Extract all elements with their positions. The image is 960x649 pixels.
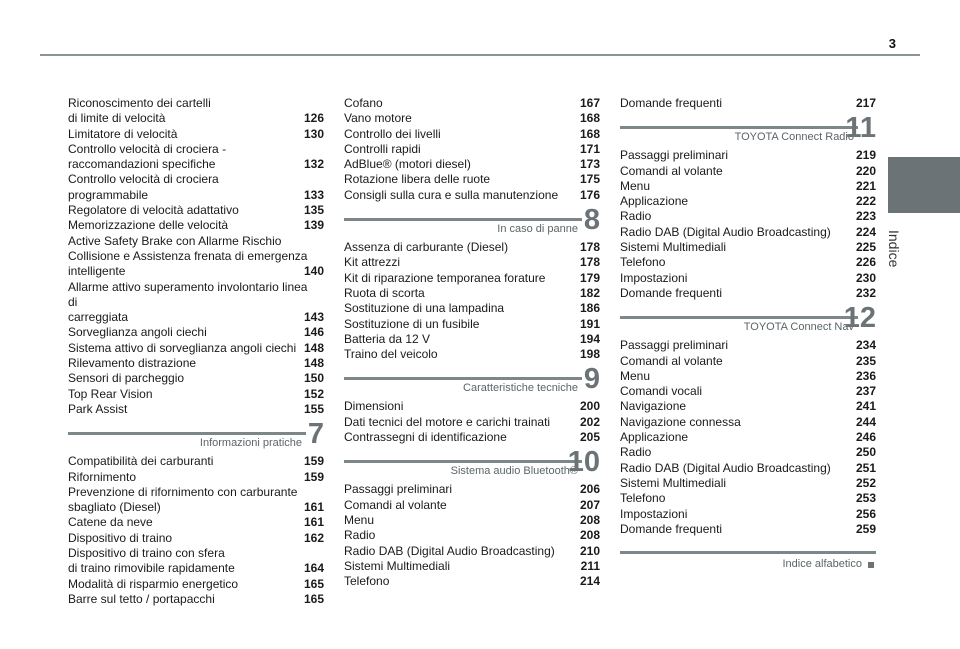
toc-entry-text: Sensori di parcheggio — [68, 371, 185, 386]
toc-entry-text: Passaggi preliminari — [620, 338, 729, 353]
toc-entry[interactable] — [68, 500, 324, 515]
toc-entry-page: 165 — [303, 591, 324, 606]
toc-list — [620, 148, 876, 301]
toc-entry-text: Impostazioni — [620, 270, 688, 285]
toc-entry-text: Comandi vocali — [620, 384, 703, 399]
toc-list — [68, 96, 324, 417]
toc-entry[interactable] — [68, 531, 324, 546]
toc-entry-text: Memorizzazione delle velocità — [68, 218, 229, 233]
toc-entry-text: Sorveglianza angoli ciechi — [68, 325, 207, 340]
toc-entry-text: Contrassegni di identificazione — [344, 430, 507, 445]
toc-entry-text: Rotazione libera delle ruote — [344, 172, 491, 187]
toc-entry-text: Catene da neve — [68, 515, 153, 530]
toc-entry[interactable] — [344, 142, 600, 157]
toc-entry-text: Radio DAB (Digital Audio Broadcasting) — [344, 543, 555, 558]
toc-entry-text: Controllo velocità di crociera — [68, 172, 219, 187]
toc-entry[interactable] — [68, 157, 324, 172]
toc-entry-text: AdBlue® (motori diesel) — [344, 157, 471, 172]
toc-entry-text: raccomandazioni specifiche — [68, 157, 216, 172]
toc-entry[interactable] — [344, 430, 600, 445]
section-header-7 — [68, 420, 324, 454]
section-rule — [620, 316, 858, 319]
toc-entry-text: Controlli rapidi — [344, 141, 421, 156]
toc-entry[interactable] — [344, 544, 600, 559]
section-rule — [344, 460, 582, 463]
toc-entry-text: Allarme attivo superamento involontario linea di — [68, 279, 308, 309]
section-title[interactable]: Sistema audio Bluetooth® — [450, 465, 578, 478]
section-rule — [620, 551, 876, 554]
toc-entry-page: 165 — [303, 576, 324, 591]
toc-entry — [68, 546, 324, 561]
toc-entry-page: 168 — [579, 126, 600, 141]
toc-entry-page: 237 — [855, 384, 876, 399]
toc-entry-page: 232 — [855, 285, 876, 300]
toc-entry[interactable] — [620, 209, 876, 224]
toc-entry-text: Radio — [344, 528, 376, 543]
toc-entry-text: Dispositivo di traino con sfera — [68, 546, 225, 561]
toc-entry[interactable] — [620, 164, 876, 179]
section-header-10 — [344, 448, 600, 482]
section-header-index — [620, 543, 876, 573]
toc-entry-text: Menu — [344, 512, 375, 527]
toc-entry[interactable] — [620, 271, 876, 286]
section-rule — [68, 432, 306, 435]
toc-entry[interactable] — [344, 96, 600, 111]
toc-entry-page: 176 — [579, 187, 600, 202]
toc-entry[interactable] — [620, 286, 876, 301]
toc-entry-page: 186 — [579, 301, 600, 316]
toc-entry[interactable] — [68, 402, 324, 417]
toc-entry[interactable] — [344, 482, 600, 497]
toc-entry-page: 135 — [303, 203, 324, 218]
section-title[interactable]: TOYOTA Connect Radio — [734, 131, 854, 144]
toc-entry[interactable] — [68, 561, 324, 576]
toc-entry-text: Dimensioni — [344, 399, 404, 414]
toc-entry-page: 133 — [303, 187, 324, 202]
toc-column-1 — [68, 96, 324, 607]
toc-entry[interactable] — [68, 470, 324, 485]
toc-entry[interactable] — [344, 559, 600, 574]
toc-entry-text: Menu — [620, 178, 651, 193]
toc-entry-page: 207 — [579, 497, 600, 512]
toc-entry[interactable] — [68, 371, 324, 386]
toc-entry-page: 224 — [855, 224, 876, 239]
toc-entry[interactable] — [68, 127, 324, 142]
toc-entry-page: 161 — [303, 500, 324, 515]
toc-entry-text: Vano motore — [344, 111, 412, 126]
toc-entry[interactable] — [344, 528, 600, 543]
toc-entry-page: 220 — [855, 163, 876, 178]
toc-entry-page: 221 — [855, 178, 876, 193]
toc-entry-page: 205 — [579, 430, 600, 445]
toc-entry-page: 140 — [303, 264, 324, 279]
toc-entry-text: Sistemi Multimediali — [344, 558, 451, 573]
toc-entry-page: 139 — [303, 218, 324, 233]
toc-entry-text: intelligente — [68, 264, 126, 279]
toc-entry-page: 168 — [579, 111, 600, 126]
toc-entry-page: 171 — [579, 141, 600, 156]
toc-entry-text: Collisione e Assistenza frenata di emergenza — [68, 248, 308, 263]
toc-entry-page: 234 — [855, 338, 876, 353]
toc-entry-text: programmabile — [68, 187, 149, 202]
toc-entry[interactable] — [620, 96, 876, 111]
toc-entry-page: 198 — [579, 347, 600, 362]
toc-entry[interactable] — [620, 507, 876, 522]
section-number: 12 — [843, 302, 876, 335]
section-title[interactable]: In caso di panne — [497, 223, 578, 236]
toc-entry[interactable] — [620, 415, 876, 430]
toc-entry-text: Active Safety Brake con Allarme Rischio — [68, 233, 282, 248]
toc-entry-page: 241 — [855, 399, 876, 414]
toc-entry-page: 253 — [855, 491, 876, 506]
toc-list — [68, 454, 324, 607]
toc-entry-page: 208 — [579, 528, 600, 543]
toc-entry-text: Sostituzione di un fusibile — [344, 316, 480, 331]
toc-entry-text: Dispositivo di traino — [68, 530, 173, 545]
toc-list — [620, 338, 876, 537]
toc-entry-text: Comandi al volante — [344, 497, 447, 512]
toc-entry-text: Consigli sulla cura e sulla manutenzione — [344, 187, 559, 202]
toc-entry[interactable] — [344, 415, 600, 430]
toc-entry-text: Telefono — [620, 255, 666, 270]
toc-entry-page: 250 — [855, 445, 876, 460]
toc-entry[interactable] — [68, 188, 324, 203]
square-bullet-icon — [868, 562, 874, 568]
toc-entry-page: 211 — [580, 558, 600, 573]
toc-entry[interactable] — [68, 203, 324, 218]
section-number: 7 — [307, 418, 324, 451]
toc-entry-page: 217 — [855, 96, 876, 110]
toc-entry-text: Modalità di risparmio energetico — [68, 576, 239, 591]
toc-entry[interactable] — [344, 127, 600, 142]
toc-entry-page: 235 — [855, 353, 876, 368]
toc-list — [344, 399, 600, 445]
toc-entry-text: Sistema attivo di sorveglianza angoli ciechi — [68, 340, 297, 355]
toc-entry-page: 148 — [303, 340, 324, 355]
toc-entry-text: Sostituzione di una lampadina — [344, 301, 505, 316]
section-header-12 — [620, 304, 876, 338]
toc-entry-page: 178 — [579, 240, 600, 255]
side-tab-marker — [888, 157, 960, 213]
toc-entry-page: 252 — [855, 475, 876, 490]
section-title[interactable]: Caratteristiche tecniche — [463, 382, 578, 395]
toc-entry[interactable] — [620, 522, 876, 537]
toc-entry — [68, 96, 324, 111]
toc-entry-page: 194 — [579, 331, 600, 346]
toc-entry[interactable] — [620, 255, 876, 270]
toc-entry-page: 222 — [855, 194, 876, 209]
toc-entry-page: 178 — [579, 255, 600, 270]
toc-entry-text: carreggiata — [68, 310, 129, 325]
toc-entry-page: 167 — [579, 96, 600, 110]
toc-entry[interactable] — [344, 111, 600, 126]
toc-entry-page: 179 — [579, 270, 600, 285]
section-number: 11 — [845, 112, 876, 145]
section-number: 9 — [583, 363, 600, 396]
toc-entry[interactable] — [68, 592, 324, 607]
toc-entry-text: Applicazione — [620, 194, 689, 209]
toc-entry-page: 200 — [579, 399, 600, 414]
toc-entry-page: 159 — [303, 469, 324, 484]
toc-entry-text: Limitatore di velocità — [68, 126, 178, 141]
toc-entry-text: Navigazione — [620, 399, 687, 414]
toc-entry[interactable] — [620, 194, 876, 209]
section-title[interactable]: Indice alfabetico — [782, 558, 862, 571]
toc-entry[interactable] — [344, 172, 600, 187]
toc-entry-text: Telefono — [344, 574, 390, 589]
toc-entry-text: Radio — [620, 209, 652, 224]
toc-entry-page: 208 — [579, 512, 600, 527]
toc-entry-page: 246 — [855, 430, 876, 445]
toc-entry-text: Comandi al volante — [620, 163, 723, 178]
toc-entry-text: Rifornimento — [68, 469, 137, 484]
toc-entry-text: Radio DAB (Digital Audio Broadcasting) — [620, 460, 831, 475]
toc-entry[interactable] — [620, 240, 876, 255]
header-rule — [40, 54, 920, 56]
section-header-9 — [344, 365, 600, 399]
toc-entry[interactable] — [68, 218, 324, 233]
toc-entry[interactable] — [344, 332, 600, 347]
toc-entry-page: 259 — [855, 521, 876, 536]
toc-entry-page: 126 — [303, 111, 324, 126]
toc-entry-page: 152 — [303, 386, 324, 401]
toc-entry-text: Radio — [620, 445, 652, 460]
toc-entry-page: 191 — [579, 316, 600, 331]
toc-entry-text: Ruota di scorta — [344, 285, 425, 300]
toc-entry-text: Passaggi preliminari — [620, 148, 729, 163]
toc-entry[interactable] — [344, 286, 600, 301]
toc-entry[interactable] — [68, 356, 324, 371]
toc-entry[interactable] — [620, 445, 876, 460]
toc-entry-page: 206 — [579, 482, 600, 497]
toc-entry-text: Rilevamento distrazione — [68, 356, 197, 371]
toc-entry[interactable] — [344, 240, 600, 255]
toc-entry-text: Controllo dei livelli — [344, 126, 441, 141]
toc-entry[interactable] — [68, 454, 324, 469]
toc-entry-text: Top Rear Vision — [68, 386, 153, 401]
toc-entry-text: Regolatore di velocità adattativo — [68, 203, 239, 218]
toc-entry — [68, 249, 324, 264]
section-title[interactable]: TOYOTA Connect Nav — [743, 321, 854, 334]
toc-entry[interactable] — [620, 148, 876, 163]
toc-entry — [68, 172, 324, 187]
toc-entry-page: 155 — [303, 401, 324, 416]
toc-entry-page: 226 — [855, 255, 876, 270]
toc-entry[interactable] — [620, 384, 876, 399]
toc-entry[interactable] — [68, 325, 324, 340]
toc-entry-text: Riconoscimento dei cartelli — [68, 96, 211, 110]
toc-entry-text: Menu — [620, 368, 651, 383]
toc-entry[interactable] — [68, 515, 324, 530]
section-header-8 — [344, 206, 600, 240]
toc-entry[interactable] — [620, 225, 876, 240]
toc-entry-text: Passaggi preliminari — [344, 482, 453, 497]
toc-list — [344, 482, 600, 589]
toc-entry[interactable] — [620, 491, 876, 506]
toc-entry[interactable] — [620, 179, 876, 194]
toc-entry[interactable] — [68, 310, 324, 325]
toc-entry-text: Domande frequenti — [620, 521, 723, 536]
toc-entry-page: 130 — [303, 126, 324, 141]
toc-entry[interactable] — [344, 347, 600, 362]
toc-entry[interactable] — [68, 577, 324, 592]
toc-entry-page: 219 — [855, 148, 876, 163]
toc-entry-text: di traino rimovibile rapidamente — [68, 561, 235, 576]
toc-entry-text: Kit di riparazione temporanea forature — [344, 270, 546, 285]
toc-entry-page: 210 — [579, 543, 600, 558]
toc-entry[interactable] — [620, 399, 876, 414]
toc-entry-text: Telefono — [620, 491, 666, 506]
toc-entry-text: Domande frequenti — [620, 96, 723, 110]
toc-entry[interactable] — [620, 430, 876, 445]
toc-entry[interactable] — [344, 317, 600, 332]
section-rule — [344, 377, 582, 380]
toc-entry[interactable] — [620, 338, 876, 353]
toc-entry-text: Cofano — [344, 96, 383, 110]
toc-entry[interactable] — [620, 369, 876, 384]
toc-entry-text: Prevenzione di rifornimento con carburante — [68, 484, 298, 499]
section-number: 8 — [583, 204, 600, 237]
toc-entry-page: 182 — [579, 285, 600, 300]
toc-entry[interactable] — [344, 301, 600, 316]
toc-entry-text: Dati tecnici del motore e carichi trainati — [344, 414, 551, 429]
toc-entry-text: Impostazioni — [620, 506, 688, 521]
section-number: 10 — [567, 446, 600, 479]
toc-entry-page: 236 — [855, 368, 876, 383]
toc-entry-text: Park Assist — [68, 401, 128, 416]
toc-entry-page: 173 — [579, 157, 600, 172]
toc-entry[interactable] — [68, 264, 324, 279]
toc-entry[interactable] — [620, 476, 876, 491]
toc-entry-page: 146 — [303, 325, 324, 340]
toc-entry-page: 256 — [855, 506, 876, 521]
section-rule — [620, 126, 858, 129]
toc-entry-text: Domande frequenti — [620, 285, 723, 300]
toc-entry[interactable] — [344, 271, 600, 286]
toc-entry-page: 230 — [855, 270, 876, 285]
toc-entry — [68, 142, 324, 157]
toc-entry[interactable] — [344, 255, 600, 270]
toc-entry-text: Assenza di carburante (Diesel) — [344, 240, 509, 255]
toc-entry-page: 159 — [303, 454, 324, 469]
toc-entry[interactable] — [68, 387, 324, 402]
toc-list — [620, 96, 876, 111]
toc-entry[interactable] — [68, 341, 324, 356]
toc-entry[interactable] — [344, 399, 600, 414]
toc-entry-page: 175 — [579, 172, 600, 187]
toc-entry-page: 251 — [855, 460, 876, 475]
toc-entry-page: 150 — [303, 371, 324, 386]
toc-entry-page: 225 — [855, 240, 876, 255]
toc-entry-page: 223 — [855, 209, 876, 224]
toc-entry[interactable] — [344, 157, 600, 172]
toc-list — [344, 240, 600, 362]
toc-entry-text: Barre sul tetto / portapacchi — [68, 591, 215, 606]
toc-entry-text: di limite di velocità — [68, 111, 166, 126]
toc-entry-text: sbagliato (Diesel) — [68, 500, 161, 515]
toc-entry-page: 161 — [303, 515, 324, 530]
toc-entry-page: 148 — [303, 356, 324, 371]
toc-entry — [68, 280, 324, 311]
toc-entry-text: Radio DAB (Digital Audio Broadcasting) — [620, 224, 831, 239]
toc-entry-text: Comandi al volante — [620, 353, 723, 368]
toc-entry-page: 202 — [579, 414, 600, 429]
toc-column-2 — [344, 96, 600, 589]
toc-entry-text: Kit attrezzi — [344, 255, 401, 270]
toc-entry-text: Controllo velocità di crociera - — [68, 141, 227, 156]
toc-entry[interactable] — [344, 513, 600, 528]
side-tab-label: Indice — [886, 230, 902, 268]
page-number: 3 — [888, 36, 896, 51]
toc-entry[interactable] — [344, 188, 600, 203]
toc-entry-text: Traino del veicolo — [344, 347, 438, 362]
toc-entry-page: 164 — [303, 561, 324, 576]
toc-list — [344, 96, 600, 203]
toc-entry-text: Sistemi Multimediali — [620, 475, 727, 490]
toc-entry-text: Compatibilità dei carburanti — [68, 454, 214, 469]
toc-entry-text: Navigazione connessa — [620, 414, 741, 429]
section-rule — [344, 218, 582, 221]
toc-entry[interactable] — [620, 461, 876, 476]
toc-entry-page: 244 — [855, 414, 876, 429]
toc-entry-text: Sistemi Multimediali — [620, 240, 727, 255]
toc-entry[interactable] — [344, 498, 600, 513]
toc-entry — [68, 485, 324, 500]
toc-entry-text: Batteria da 12 V — [344, 331, 431, 346]
toc-column-3 — [620, 96, 876, 573]
section-title[interactable]: Informazioni pratiche — [199, 437, 302, 450]
toc-entry[interactable] — [620, 354, 876, 369]
toc-entry-text: Applicazione — [620, 430, 689, 445]
toc-entry-page: 143 — [303, 310, 324, 325]
toc-entry[interactable] — [68, 111, 324, 126]
toc-entry — [68, 234, 324, 249]
section-header-11 — [620, 114, 876, 148]
toc-entry-page: 132 — [303, 157, 324, 172]
toc-entry[interactable] — [344, 574, 600, 589]
toc-entry-page: 214 — [579, 574, 600, 589]
toc-entry-page: 162 — [303, 530, 324, 545]
